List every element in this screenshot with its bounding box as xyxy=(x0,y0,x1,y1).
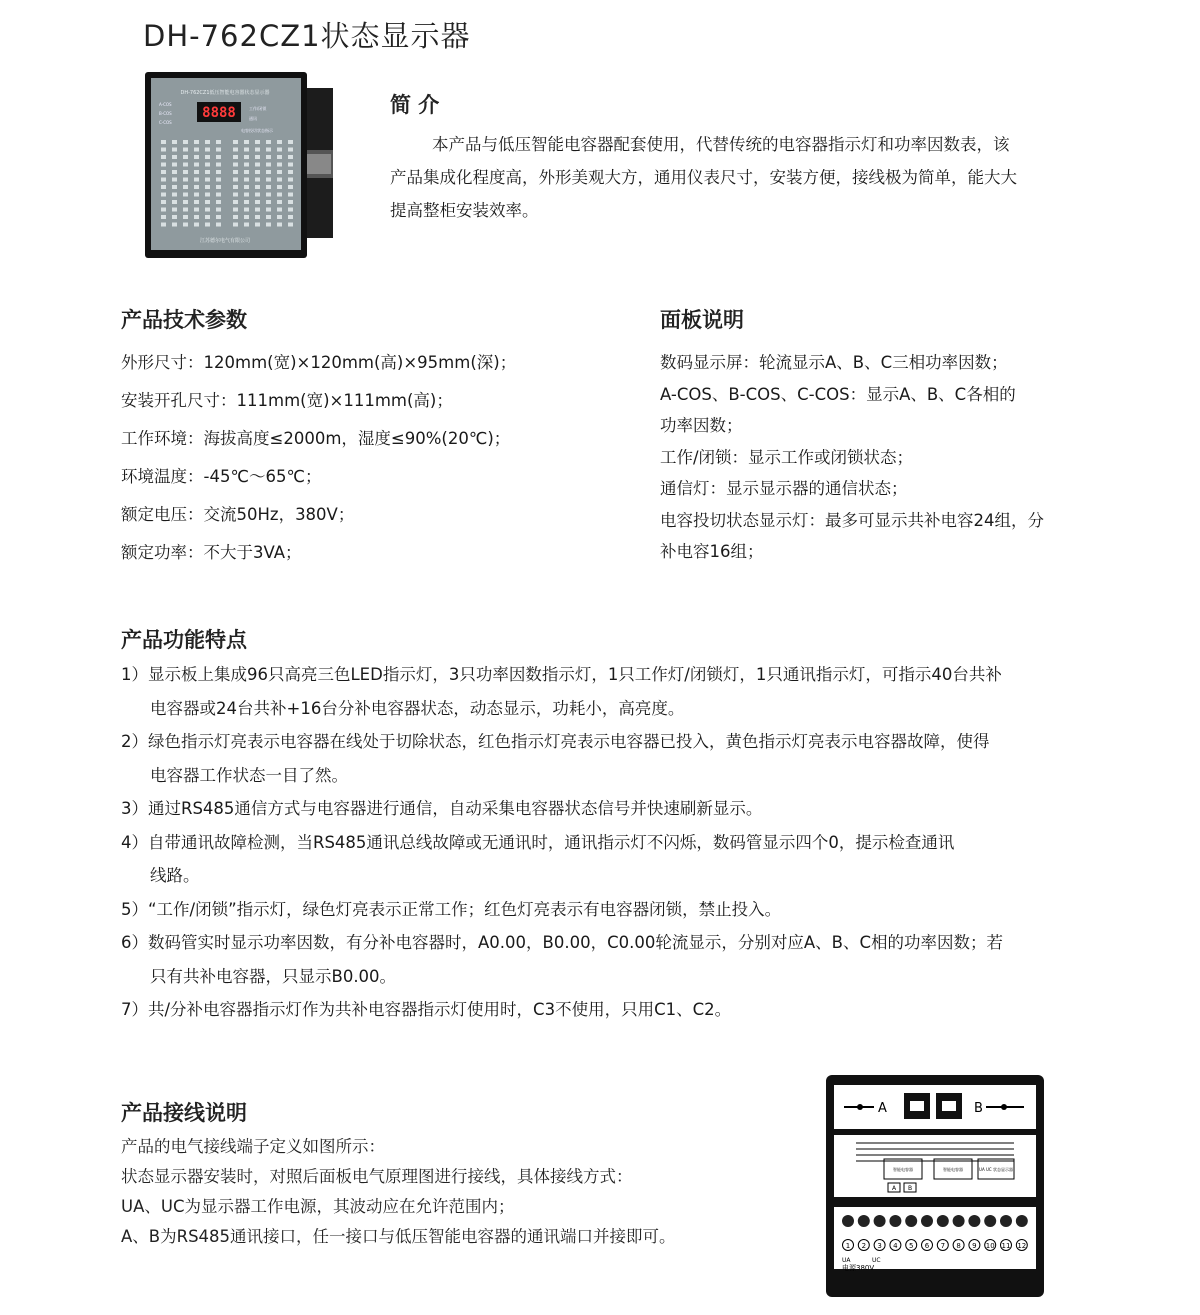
led-indicator xyxy=(244,155,249,159)
led-indicator xyxy=(266,223,271,227)
wiring-port-b: B xyxy=(974,1101,983,1116)
spec-item: 额定功率：不大于3VA； xyxy=(121,543,302,562)
led-indicator xyxy=(288,170,293,174)
led-indicator xyxy=(205,178,210,182)
led-indicator xyxy=(244,185,249,189)
terminal-screw xyxy=(937,1215,949,1227)
led-indicator xyxy=(216,140,221,144)
terminal-number: 10 xyxy=(985,1242,995,1250)
feature-line-cont: 电容器工作状态一目了然。 xyxy=(150,765,348,785)
led-indicator xyxy=(194,140,199,144)
terminal-number: 11 xyxy=(1001,1242,1011,1250)
wiring-line: 产品的电气接线端子定义如图所示： xyxy=(121,1137,385,1156)
features-heading: 产品功能特点 xyxy=(121,628,247,652)
led-indicator xyxy=(205,185,210,189)
feature-line: 7）共/分补电容器指示灯作为共补电容器指示灯使用时，C3不使用，只用C1、C2。 xyxy=(121,1000,732,1019)
led-indicator xyxy=(183,163,188,167)
led-indicator xyxy=(233,193,238,197)
spec-item: 外形尺寸：120mm(宽)×120mm(高)×95mm(深)； xyxy=(121,353,517,372)
led-indicator xyxy=(183,223,188,227)
led-indicator xyxy=(255,178,260,182)
led-indicator xyxy=(183,193,188,197)
led-indicator xyxy=(216,163,221,167)
led-indicator xyxy=(194,208,199,212)
wiring-heading: 产品接线说明 xyxy=(121,1101,247,1125)
led-indicator xyxy=(277,148,282,152)
led-indicator xyxy=(244,163,249,167)
led-indicator xyxy=(216,208,221,212)
led-indicator xyxy=(255,200,260,204)
led-indicator xyxy=(183,155,188,159)
feature-line: 2）绿色指示灯亮表示电容器在线处于切除状态，红色指示灯亮表示电容器已投入，黄色指示灯亮表示电容器故障，使得 xyxy=(121,732,990,751)
led-indicator xyxy=(244,200,249,204)
led-indicator xyxy=(266,193,271,197)
intro-line: 提高整柜安装效率。 xyxy=(390,201,539,220)
led-indicator xyxy=(161,178,166,182)
terminal-screw xyxy=(889,1215,901,1227)
wiring-block-a: A xyxy=(891,1185,897,1192)
feature-line-cont: 线路。 xyxy=(150,866,200,885)
led-indicator xyxy=(183,200,188,204)
led-indicator xyxy=(255,163,260,167)
feature-line-cont: 电容器或24台共补+16台分补电容器状态，动态显示，功耗小，高亮度。 xyxy=(150,698,685,718)
terminal-number: 12 xyxy=(1017,1242,1027,1250)
terminal-screw xyxy=(953,1215,965,1227)
led-indicator xyxy=(161,223,166,227)
wiring-line: 状态显示器安装时，对照后面板电气原理图进行接线，具体接线方式： xyxy=(121,1167,633,1186)
terminal-number: 1 xyxy=(845,1242,851,1250)
led-indicator xyxy=(194,170,199,174)
feature-item xyxy=(121,725,1101,792)
device-cos-c: C-COS xyxy=(159,120,172,125)
panel-line: A-COS、B-COS、C-COS：显示A、B、C各相的 xyxy=(660,384,1016,404)
led-indicator xyxy=(233,140,238,144)
led-indicator xyxy=(244,193,249,197)
terminal-screw xyxy=(905,1215,917,1227)
led-indicator xyxy=(172,178,177,182)
led-indicator xyxy=(216,178,221,182)
terminal-screw xyxy=(874,1215,886,1227)
led-indicator xyxy=(194,223,199,227)
led-indicator xyxy=(205,140,210,144)
led-indicator xyxy=(277,215,282,219)
led-indicator xyxy=(216,148,221,152)
led-indicator xyxy=(233,148,238,152)
led-indicator xyxy=(205,215,210,219)
led-indicator xyxy=(255,215,260,219)
feature-item xyxy=(121,792,1101,826)
panel-line: 电容投切状态显示灯：最多可显示共补电容24组，分 xyxy=(660,510,1044,530)
led-indicator xyxy=(244,140,249,144)
led-indicator xyxy=(255,170,260,174)
led-indicator xyxy=(216,223,221,227)
feature-item xyxy=(121,993,1101,1027)
led-indicator xyxy=(244,178,249,182)
led-indicator xyxy=(244,223,249,227)
terminal-number: 4 xyxy=(893,1242,898,1250)
led-indicator xyxy=(172,223,177,227)
led-indicator xyxy=(277,170,282,174)
feature-item xyxy=(121,658,1101,725)
terminal-number: 7 xyxy=(940,1242,946,1250)
led-indicator xyxy=(277,163,282,167)
feature-line: 4）自带通讯故障检测，当RS485通讯总线故障或无通讯时，通讯指示灯不闪烁，数码管显示四个0，提示检查通讯 xyxy=(121,832,955,852)
led-indicator xyxy=(233,155,238,159)
led-indicator xyxy=(288,140,293,144)
led-indicator xyxy=(288,155,293,159)
led-indicator xyxy=(288,200,293,204)
led-indicator xyxy=(255,140,260,144)
led-indicator xyxy=(288,148,293,152)
device-grid-label: 电容投切状态指示 xyxy=(241,128,273,133)
wiring-ua-label: UA xyxy=(842,1257,851,1264)
feature-item xyxy=(121,826,1101,893)
device-maker: 江苏德尔电气有限公司 xyxy=(199,238,251,244)
led-indicator xyxy=(216,170,221,174)
led-indicator xyxy=(233,178,238,182)
led-indicator xyxy=(183,215,188,219)
led-indicator xyxy=(244,208,249,212)
feature-item xyxy=(121,926,1101,993)
led-indicator xyxy=(205,155,210,159)
led-indicator xyxy=(266,148,271,152)
led-indicator xyxy=(183,170,188,174)
led-indicator xyxy=(255,208,260,212)
led-indicator xyxy=(288,185,293,189)
led-indicator xyxy=(266,178,271,182)
led-indicator xyxy=(216,200,221,204)
panel-line: 工作/闭锁：显示工作或闭锁状态； xyxy=(660,447,914,467)
led-indicator xyxy=(205,163,210,167)
led-indicator xyxy=(183,140,188,144)
led-indicator xyxy=(277,193,282,197)
led-indicator xyxy=(172,140,177,144)
intro-line: 本产品与低压智能电容器配套使用，代替传统的电容器指示灯和功率因数表，该 xyxy=(432,135,1010,154)
led-indicator xyxy=(194,185,199,189)
led-indicator xyxy=(183,185,188,189)
led-indicator xyxy=(161,200,166,204)
led-indicator xyxy=(172,208,177,212)
panel-line: 补电容16组； xyxy=(660,542,764,561)
led-indicator xyxy=(277,178,282,182)
device-cos-a: A-COS xyxy=(159,102,172,107)
device-display-digits: 8888 xyxy=(202,105,236,121)
led-indicator xyxy=(194,148,199,152)
spec-item: 额定电压：交流50Hz，380V； xyxy=(121,505,355,524)
led-indicator xyxy=(216,193,221,197)
led-indicator xyxy=(183,178,188,182)
led-indicator xyxy=(172,155,177,159)
led-indicator xyxy=(266,215,271,219)
led-indicator xyxy=(244,170,249,174)
device-face-label: DH-762CZ1低压智能电容器状态显示器 xyxy=(180,90,270,96)
led-indicator xyxy=(244,215,249,219)
led-indicator xyxy=(266,140,271,144)
led-indicator xyxy=(233,170,238,174)
panel-heading: 面板说明 xyxy=(660,308,744,332)
terminal-number: 2 xyxy=(861,1242,867,1250)
led-indicator xyxy=(161,208,166,212)
led-indicator xyxy=(161,185,166,189)
terminal-screw xyxy=(1016,1215,1028,1227)
feature-item xyxy=(121,893,1101,927)
terminal-number: 9 xyxy=(972,1242,977,1250)
led-indicator xyxy=(288,215,293,219)
panel-line: 数码显示屏：轮流显示A、B、C三相功率因数； xyxy=(660,353,1008,372)
led-indicator xyxy=(205,223,210,227)
led-indicator xyxy=(172,163,177,167)
led-indicator xyxy=(233,208,238,212)
intro-text xyxy=(390,128,1090,227)
features-list xyxy=(121,658,1101,1027)
terminal-screw xyxy=(984,1215,996,1227)
led-indicator xyxy=(266,155,271,159)
panel-line: 通信灯：显示显示器的通信状态； xyxy=(660,479,908,498)
wiring-line: A、B为RS485通讯接口，任一接口与低压智能电容器的通讯端口并接即可。 xyxy=(121,1227,676,1246)
led-indicator xyxy=(205,200,210,204)
wiring-diagram xyxy=(826,1075,1044,1297)
intro-line: 产品集成化程度高，外形美观大方，通用仪表尺寸，安装方便，接线极为简单，能大大 xyxy=(390,168,1017,187)
led-indicator xyxy=(172,215,177,219)
led-indicator xyxy=(266,208,271,212)
led-indicator xyxy=(161,193,166,197)
wiring-line: UA、UC为显示器工作电源，其波动应在允许范围内； xyxy=(121,1197,515,1216)
led-indicator xyxy=(233,200,238,204)
led-indicator xyxy=(233,163,238,167)
led-indicator xyxy=(194,163,199,167)
led-indicator xyxy=(161,140,166,144)
led-indicator xyxy=(205,193,210,197)
led-indicator xyxy=(172,185,177,189)
terminal-screw xyxy=(842,1215,854,1227)
led-indicator xyxy=(205,148,210,152)
page-title: DH-762CZ1状态显示器 xyxy=(143,19,471,53)
led-indicator xyxy=(216,215,221,219)
wiring-block-b: B xyxy=(907,1185,913,1192)
led-indicator xyxy=(255,193,260,197)
led-indicator xyxy=(161,170,166,174)
panel-line: 功率因数； xyxy=(660,416,743,435)
feature-line: 1）显示板上集成96只高亮三色LED指示灯，3只功率因数指示灯，1只工作灯/闭锁灯，1只通讯指示灯，可指示40台共补 xyxy=(121,665,1002,684)
led-indicator xyxy=(194,155,199,159)
led-indicator xyxy=(255,223,260,227)
wiring-port-a: A xyxy=(878,1101,887,1116)
led-indicator xyxy=(288,193,293,197)
intro-heading: 简 介 xyxy=(390,93,440,117)
led-indicator xyxy=(194,200,199,204)
led-indicator xyxy=(233,223,238,227)
led-indicator xyxy=(233,215,238,219)
led-indicator xyxy=(255,155,260,159)
wiring-text xyxy=(121,1132,676,1252)
led-indicator xyxy=(161,163,166,167)
led-indicator xyxy=(172,193,177,197)
led-indicator xyxy=(205,208,210,212)
terminal-screw xyxy=(858,1215,870,1227)
led-indicator xyxy=(216,185,221,189)
feature-line: 3）通过RS485通信方式与电容器进行通信，自动采集电容器状态信号并快速刷新显示。 xyxy=(121,799,763,818)
wiring-sub-label-3: UA UC 状态显示器 xyxy=(979,1167,1013,1172)
led-indicator xyxy=(183,148,188,152)
terminal-number: 6 xyxy=(924,1242,930,1250)
terminal-number: 8 xyxy=(956,1242,961,1250)
led-indicator xyxy=(288,163,293,167)
led-indicator xyxy=(266,170,271,174)
led-indicator xyxy=(255,185,260,189)
led-indicator xyxy=(233,185,238,189)
led-indicator xyxy=(288,208,293,212)
feature-line-cont: 只有共补电容器，只显示B0.00。 xyxy=(150,966,397,986)
led-indicator xyxy=(183,208,188,212)
led-indicator xyxy=(277,223,282,227)
device-cos-b: B-COS xyxy=(159,111,172,116)
wiring-sub-label-1: 智能电容器 xyxy=(893,1167,913,1172)
panel-list xyxy=(660,347,1090,568)
specs-list xyxy=(121,344,516,572)
terminal-number: 5 xyxy=(908,1242,914,1250)
terminal-screw xyxy=(921,1215,933,1227)
led-indicator xyxy=(266,185,271,189)
led-indicator xyxy=(161,148,166,152)
led-indicator xyxy=(277,200,282,204)
led-indicator xyxy=(277,155,282,159)
led-indicator xyxy=(172,148,177,152)
led-indicator xyxy=(277,185,282,189)
wiring-power-label: 电源380V xyxy=(842,1264,875,1272)
terminal-screw xyxy=(1000,1215,1012,1227)
led-indicator xyxy=(266,163,271,167)
terminal-number: 3 xyxy=(877,1242,882,1250)
led-indicator xyxy=(266,200,271,204)
feature-line: 5）“工作/闭锁”指示灯，绿色灯亮表示正常工作；红色灯亮表示有电容器闭锁，禁止投入。 xyxy=(121,899,782,919)
led-indicator xyxy=(255,148,260,152)
led-indicator xyxy=(161,215,166,219)
led-indicator xyxy=(205,170,210,174)
led-indicator xyxy=(216,155,221,159)
feature-line: 6）数码管实时显示功率因数，有分补电容器时，A0.00，B0.00，C0.00轮流显示，分别对应A、B、C相的功率因数；若 xyxy=(121,933,1003,952)
led-indicator xyxy=(288,223,293,227)
led-indicator xyxy=(194,215,199,219)
spec-item: 工作环境：海拔高度≤2000m，湿度≤90%(20℃)； xyxy=(121,429,511,448)
specs-heading: 产品技术参数 xyxy=(121,308,247,332)
led-indicator xyxy=(288,178,293,182)
led-indicator xyxy=(194,193,199,197)
spec-item: 环境温度：-45℃～65℃； xyxy=(121,467,322,486)
led-indicator xyxy=(161,155,166,159)
spec-item: 安装开孔尺寸：111mm(宽)×111mm(高)； xyxy=(121,391,453,410)
led-indicator xyxy=(277,208,282,212)
led-indicator xyxy=(194,178,199,182)
device-comm-label: 通讯 xyxy=(249,116,257,121)
device-photo xyxy=(145,70,315,260)
led-indicator xyxy=(244,148,249,152)
led-indicator xyxy=(172,200,177,204)
led-indicator xyxy=(172,170,177,174)
wiring-sub-label-2: 智能电容器 xyxy=(943,1167,963,1172)
wiring-uc-label: UC xyxy=(872,1257,881,1264)
terminal-screw xyxy=(968,1215,980,1227)
device-work-label: 工作/闭锁 xyxy=(249,106,267,111)
led-indicator xyxy=(277,140,282,144)
